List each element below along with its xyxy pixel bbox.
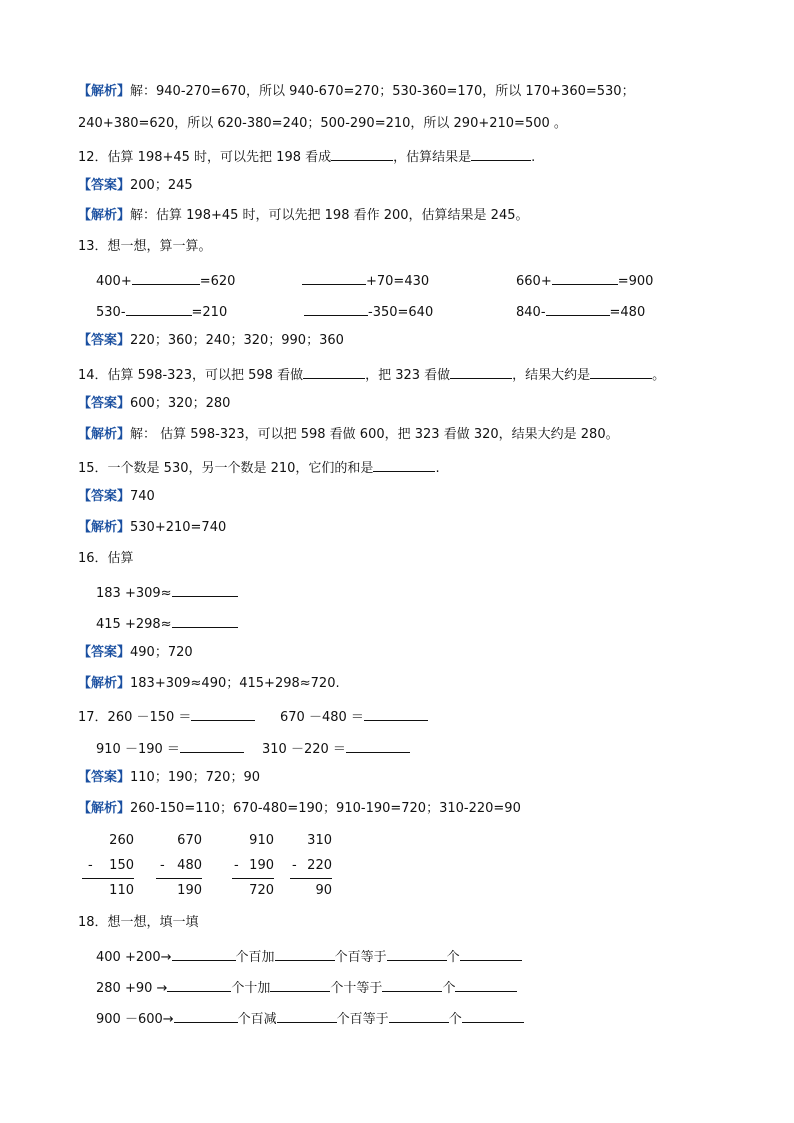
answer-blank[interactable] <box>277 1008 337 1023</box>
q17-analysis: 【解析】260-150=110；670-480=190；910-190=720；310-220=90 <box>78 801 521 816</box>
q16-title: 16．估算 <box>78 551 134 566</box>
vertical-subtraction: 260 - 150 110 <box>82 832 134 902</box>
answer-blank[interactable] <box>302 270 366 285</box>
answer-blank[interactable] <box>132 270 200 285</box>
q14-answer: 【答案】600；320；280 <box>78 396 231 411</box>
q11-analysis-line1: 【解析】解：940-270=670，所以 940-670=270；530-360=170，所以 170+360=530； <box>78 84 635 99</box>
answer-blank[interactable] <box>590 364 652 379</box>
q13-item: 400+ =620 <box>96 270 235 291</box>
answer-blank[interactable] <box>172 613 238 628</box>
q13-title: 13．想一想，算一算。 <box>78 239 212 254</box>
q13-item: 530- =210 <box>96 301 227 322</box>
q12-answer: 【答案】200；245 <box>78 178 193 193</box>
q18-item: 900 －600→ 个百减 个百等于 个 <box>96 1008 524 1029</box>
q13-item: 660+ =900 <box>516 270 653 291</box>
vertical-subtraction: 310 - 220 90 <box>292 833 332 898</box>
vertical-subtraction: 910 - 190 720 <box>234 833 274 898</box>
q17-answer: 【答案】110；190；720；90 <box>78 770 260 785</box>
q13-item: -350=640 <box>304 301 433 322</box>
answer-blank[interactable] <box>174 1008 238 1023</box>
q16-item: 415 +298≈ <box>96 613 238 634</box>
answer-blank[interactable] <box>331 146 393 161</box>
answer-blank[interactable] <box>180 738 244 753</box>
q18-item: 400 +200→ 个百加 个百等于 个 <box>96 946 522 967</box>
answer-blank[interactable] <box>303 364 365 379</box>
answer-blank[interactable] <box>270 977 330 992</box>
answer-blank[interactable] <box>126 301 192 316</box>
q16-analysis: 【解析】183+309≈490；415+298≈720. <box>78 676 340 691</box>
answer-blank[interactable] <box>387 946 447 961</box>
q15-answer: 【答案】740 <box>78 489 155 504</box>
q13-answer: 【答案】220；360；240；320；990；360 <box>78 333 344 348</box>
q12-analysis: 【解析】解：估算 198+45 时，可以先把 198 看作 200，估算结果是 245。 <box>78 208 529 223</box>
q18-item: 280 +90 → 个十加 个十等于 个 <box>96 977 517 998</box>
q17-item: 310 －220 ＝ <box>262 738 410 759</box>
answer-blank[interactable] <box>304 301 368 316</box>
answer-blank[interactable] <box>389 1008 449 1023</box>
answer-blank[interactable] <box>460 946 522 961</box>
answer-blank[interactable] <box>172 946 236 961</box>
answer-blank[interactable] <box>172 582 238 597</box>
vertical-subtraction: 670 - 480 190 <box>156 832 202 902</box>
q14-question: 14．估算 598-323，可以把 598 看做 ，把 323 看做 ，结果大约是 。 <box>78 364 665 385</box>
answer-blank[interactable] <box>275 946 335 961</box>
q12-question: 12．估算 198+45 时，可以先把 198 看成 ，估算结果是 . <box>78 146 535 167</box>
answer-blank[interactable] <box>382 977 442 992</box>
q16-item: 183 +309≈ <box>96 582 238 603</box>
q16-answer: 【答案】490；720 <box>78 645 193 660</box>
q14-analysis: 【解析】解： 估算 598-323，可以把 598 看做 600，把 323 看做 320，结果大约是 280。 <box>78 427 619 442</box>
answer-blank[interactable] <box>364 706 428 721</box>
answer-blank[interactable] <box>455 977 517 992</box>
answer-blank[interactable] <box>552 270 618 285</box>
q11-analysis-line2: 240+380=620，所以 620-380=240；500-290=210，所以 290+210=500 。 <box>78 116 567 131</box>
answer-blank[interactable] <box>450 364 512 379</box>
answer-blank[interactable] <box>471 146 531 161</box>
q13-item: +70=430 <box>302 270 429 291</box>
answer-blank[interactable] <box>167 977 231 992</box>
q17-item: 910 －190 ＝ <box>96 738 244 759</box>
q17-item: 670 －480 ＝ <box>280 706 428 727</box>
answer-blank[interactable] <box>373 457 435 472</box>
q17-item: 17．260 －150 ＝ <box>78 706 255 727</box>
q15-question: 15．一个数是 530，另一个数是 210，它们的和是 . <box>78 457 440 478</box>
answer-blank[interactable] <box>462 1008 524 1023</box>
answer-blank[interactable] <box>346 738 410 753</box>
answer-blank[interactable] <box>546 301 610 316</box>
q18-title: 18．想一想，填一填 <box>78 915 199 930</box>
q15-analysis: 【解析】530+210=740 <box>78 520 227 535</box>
q13-item: 840- =480 <box>516 301 645 322</box>
answer-blank[interactable] <box>191 706 255 721</box>
